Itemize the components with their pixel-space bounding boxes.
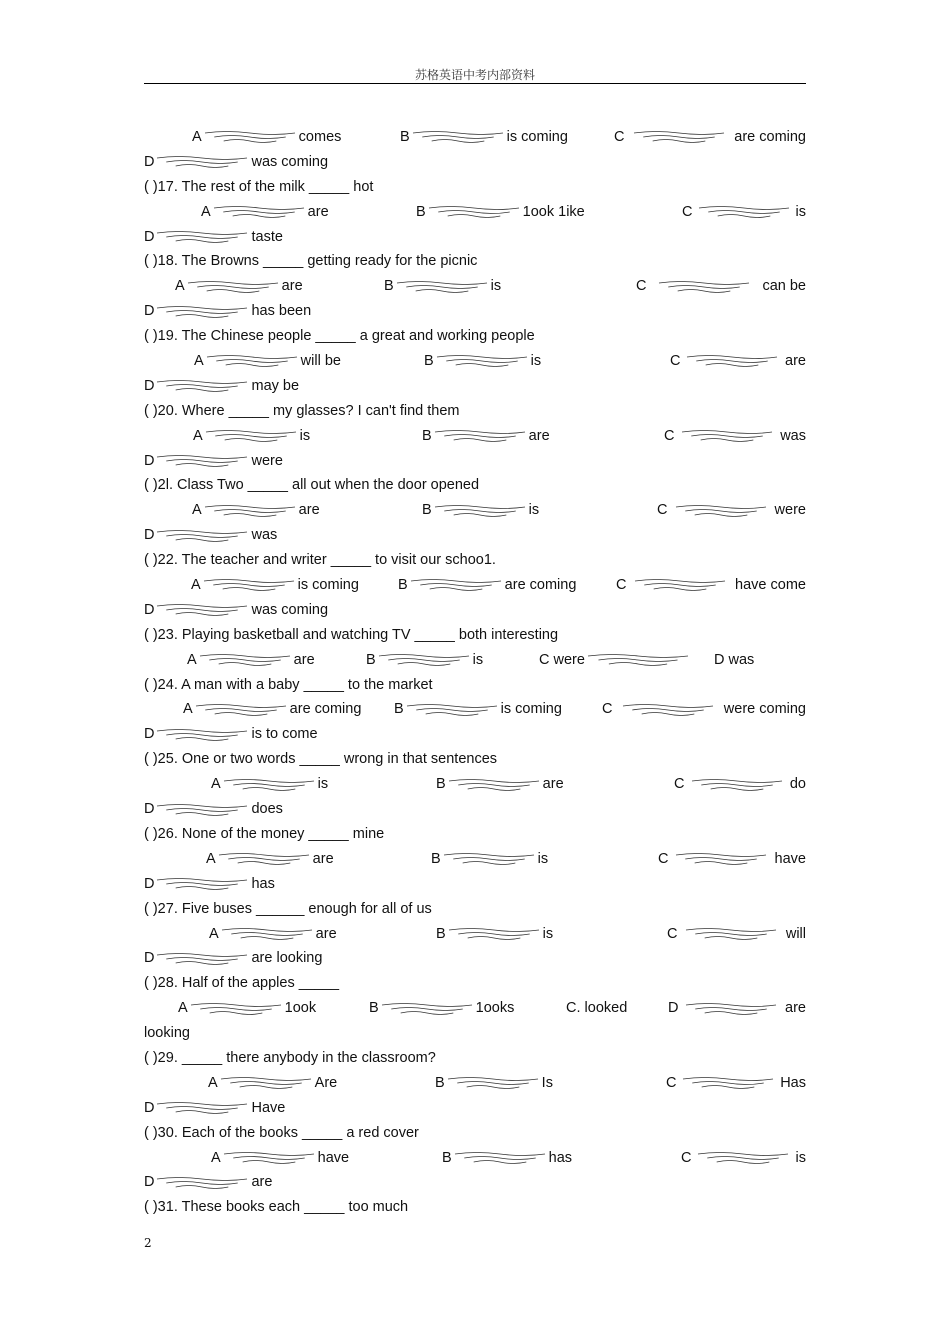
option-line — [144, 1170, 806, 1195]
option-letter: B — [394, 701, 404, 718]
answer-option — [144, 598, 328, 623]
wavy-mark — [155, 1101, 249, 1115]
option-letter: D — [144, 726, 155, 743]
option-line — [144, 225, 806, 250]
question-line — [144, 473, 806, 498]
option-line — [144, 424, 806, 449]
wavy-mark — [447, 927, 541, 941]
option-text: are — [542, 776, 564, 793]
option-letter: D was — [714, 651, 755, 668]
option-letter: D — [144, 950, 155, 967]
wavy-mark — [155, 1176, 249, 1190]
option-text: is — [299, 427, 311, 444]
wavy-mark — [204, 429, 298, 443]
answer-option — [566, 996, 627, 1021]
option-letter: C — [666, 1074, 677, 1091]
question-text: ( )31. These books each _____ too much — [144, 1199, 409, 1216]
page-number: 2 — [144, 1236, 152, 1250]
option-letter: C — [602, 701, 613, 718]
answer-option — [431, 847, 548, 872]
answer-option — [209, 922, 337, 947]
option-text: is coming — [500, 701, 562, 718]
option-line — [144, 872, 806, 897]
option-letter: D — [144, 303, 155, 320]
question-text: ( )22. The teacher and writer _____ to visit our schoo1. — [144, 552, 496, 569]
option-text: has — [548, 1149, 573, 1166]
option-letter: D — [144, 601, 155, 618]
wavy-mark — [203, 504, 297, 518]
option-letter: C — [657, 502, 668, 519]
question-text: ( )25. One or two words _____ wrong in that sentences — [144, 751, 498, 768]
wavy-mark — [684, 927, 778, 941]
option-text: have — [317, 1149, 350, 1166]
question-text: ( )27. Five buses ______ enough for all of us — [144, 900, 432, 917]
wavy-mark — [222, 1151, 316, 1165]
option-line — [144, 150, 806, 175]
answer-option — [664, 424, 806, 449]
option-text: has been — [251, 303, 312, 320]
wavy-mark — [674, 504, 768, 518]
answer-option — [366, 648, 483, 673]
option-text: are — [298, 502, 320, 519]
wavy-mark — [684, 1002, 778, 1016]
answer-option — [144, 150, 328, 175]
answer-option — [191, 573, 359, 598]
answer-option — [398, 573, 576, 598]
option-text: may be — [251, 377, 300, 394]
option-text: is — [530, 353, 542, 370]
option-line — [144, 1071, 806, 1096]
option-letter: C — [614, 129, 625, 145]
wavy-mark — [155, 877, 249, 891]
option-letter: C were — [539, 651, 585, 668]
option-line — [144, 274, 806, 299]
wavy-mark — [433, 504, 527, 518]
answer-option — [369, 996, 514, 1021]
question-text: ( )29. _____ there anybody in the classroom? — [144, 1049, 436, 1066]
option-letter: D — [144, 228, 155, 245]
answer-option — [435, 1071, 553, 1096]
wavy-mark — [621, 703, 715, 717]
option-line — [144, 722, 806, 747]
question-text: ( )17. The rest of the milk _____ hot — [144, 178, 374, 195]
answer-option — [422, 424, 550, 449]
option-line — [144, 374, 806, 399]
option-text: is coming — [297, 577, 359, 594]
option-text: comes — [298, 129, 342, 145]
option-text: are — [281, 278, 303, 295]
option-letter: C — [664, 427, 675, 444]
question-text: ( )30. Each of the books _____ a red cover — [144, 1124, 419, 1141]
option-text: are — [307, 203, 329, 220]
option-line — [144, 299, 806, 324]
option-text: are — [785, 353, 806, 370]
wavy-mark — [427, 205, 521, 219]
option-text: are — [315, 925, 337, 942]
answer-option — [416, 200, 585, 225]
wavy-mark — [198, 653, 292, 667]
question-text: ( )24. A man with a baby _____ to the market — [144, 676, 433, 693]
option-text: were coming — [723, 701, 806, 718]
option-text: do — [789, 776, 806, 793]
wavy-mark — [194, 703, 288, 717]
option-text: was coming — [251, 153, 329, 170]
wavy-mark — [155, 603, 249, 617]
question-text: ( )23. Playing basketball and watching TV _____ both interesting — [144, 626, 559, 643]
option-line — [144, 847, 806, 872]
option-text: 1ooks — [475, 1000, 515, 1017]
question-text: ( )28. Half of the apples _____ — [144, 975, 340, 992]
option-text: Is — [541, 1074, 553, 1091]
option-line — [144, 648, 806, 673]
answer-option — [666, 1071, 806, 1096]
option-text: is coming — [506, 129, 568, 145]
option-text: are coming — [289, 701, 362, 718]
option-text: has — [251, 875, 275, 892]
option-letter: A — [211, 1149, 221, 1166]
answer-option — [144, 299, 311, 324]
option-letter: A — [206, 850, 216, 867]
option-line — [144, 449, 806, 474]
wavy-mark — [446, 1076, 540, 1090]
answer-option — [192, 125, 341, 150]
answer-option — [636, 274, 806, 299]
option-text: are — [251, 1174, 273, 1191]
wavy-mark — [380, 1002, 474, 1016]
option-text: was — [251, 527, 278, 544]
question-text: ( )20. Where _____ my glasses? I can't find them — [144, 402, 460, 419]
answer-option — [539, 648, 682, 673]
option-line — [144, 797, 806, 822]
option-letter: C — [667, 925, 678, 942]
answer-option — [670, 349, 806, 374]
wavy-mark — [155, 728, 249, 742]
answer-option — [394, 697, 562, 722]
option-text: is — [472, 651, 484, 668]
question-line — [144, 897, 806, 922]
option-line — [144, 1096, 806, 1121]
option-text: is — [795, 203, 806, 220]
option-line — [144, 697, 806, 722]
option-letter: B — [369, 1000, 379, 1017]
wavy-mark — [205, 354, 299, 368]
option-text: are coming — [734, 129, 806, 145]
answer-option — [178, 996, 316, 1021]
option-letter: A — [201, 203, 211, 220]
answer-option — [194, 349, 341, 374]
option-letter: A — [209, 925, 219, 942]
answer-option — [384, 274, 501, 299]
option-text: can be — [762, 278, 806, 295]
wavy-mark — [202, 578, 296, 592]
answer-option — [424, 349, 541, 374]
wavy-mark — [155, 454, 249, 468]
option-letter: A — [193, 427, 203, 444]
question-line — [144, 1195, 806, 1220]
answer-option — [144, 225, 283, 250]
option-text: is — [537, 850, 549, 867]
wavy-mark — [586, 653, 680, 667]
question-line — [144, 1046, 806, 1071]
wavy-mark — [632, 130, 726, 144]
wavy-mark — [189, 1002, 283, 1016]
answer-option — [211, 772, 328, 797]
question-text: ( )18. The Browns _____ getting ready for the picnic — [144, 253, 478, 270]
answer-option — [144, 523, 277, 548]
option-text: are looking — [251, 950, 323, 967]
answer-option — [657, 498, 806, 523]
option-line — [144, 772, 806, 797]
question-line — [144, 324, 806, 349]
question-line — [144, 249, 806, 274]
option-text: is — [542, 925, 554, 942]
option-letter: B — [422, 427, 432, 444]
option-text: have — [774, 850, 806, 867]
answer-option — [658, 847, 806, 872]
option-letter: D — [144, 377, 155, 394]
option-text: Have — [251, 1099, 286, 1116]
option-letter: D — [144, 153, 155, 170]
option-letter: B — [436, 776, 446, 793]
answer-option — [681, 1146, 806, 1171]
option-line — [144, 523, 806, 548]
answer-option — [144, 449, 283, 474]
wavy-mark — [405, 703, 499, 717]
answer-option — [400, 125, 568, 150]
option-letter: C — [681, 1149, 692, 1166]
option-letter: B — [366, 651, 376, 668]
option-letter: C — [670, 353, 681, 370]
answer-option — [436, 922, 553, 947]
option-letter: C. looked — [566, 1000, 628, 1017]
option-letter: A — [194, 353, 204, 370]
question-line — [144, 623, 806, 648]
question-text: ( )2l. Class Two _____ all out when the door opened — [144, 477, 480, 494]
question-line — [144, 1121, 806, 1146]
option-text: are — [293, 651, 315, 668]
question-line — [144, 822, 806, 847]
answer-option — [144, 797, 283, 822]
option-text: are — [785, 1000, 806, 1017]
option-letter: C — [674, 776, 685, 793]
option-line — [144, 573, 806, 598]
answer-option — [668, 996, 806, 1021]
option-letter: C — [682, 203, 693, 220]
wavy-mark — [155, 529, 249, 543]
wavy-mark — [680, 429, 774, 443]
wavy-mark — [155, 379, 249, 393]
wavy-mark — [633, 578, 727, 592]
question-list — [144, 125, 806, 1220]
option-text: will — [785, 925, 806, 942]
wavy-mark — [433, 429, 527, 443]
option-letter: B — [435, 1074, 445, 1091]
option-text: was — [780, 427, 806, 444]
answer-option — [193, 424, 310, 449]
wavy-mark — [674, 852, 768, 866]
question-line — [144, 971, 806, 996]
option-text: is — [317, 776, 329, 793]
answer-option — [175, 274, 303, 299]
option-line — [144, 125, 806, 150]
option-letter: A — [192, 129, 202, 145]
wavy-mark — [447, 778, 541, 792]
wavy-mark — [697, 205, 791, 219]
answer-option — [183, 697, 361, 722]
answer-option — [602, 697, 806, 722]
option-text: is — [528, 502, 540, 519]
wavy-mark — [409, 578, 503, 592]
question-line — [144, 175, 806, 200]
wavy-mark — [155, 803, 249, 817]
option-letter: B — [384, 278, 394, 295]
answer-option — [682, 200, 806, 225]
answer-option — [201, 200, 329, 225]
wavy-mark — [435, 354, 529, 368]
option-line — [144, 1021, 806, 1046]
option-text: have come — [735, 577, 806, 594]
option-line — [144, 946, 806, 971]
answer-option — [187, 648, 315, 673]
wavy-mark — [453, 1151, 547, 1165]
option-letter: B — [431, 850, 441, 867]
wavy-mark — [155, 155, 249, 169]
answer-option — [211, 1146, 349, 1171]
option-line — [144, 922, 806, 947]
question-line — [144, 747, 806, 772]
wavy-mark — [685, 354, 779, 368]
page-header: 苏格英语中考内部资料 — [414, 68, 535, 82]
option-text: are coming — [504, 577, 577, 594]
option-text: are — [312, 850, 334, 867]
option-text: is — [490, 278, 502, 295]
answer-option — [144, 374, 299, 399]
option-letter: B — [442, 1149, 452, 1166]
option-text: were — [774, 502, 806, 519]
option-text: does — [251, 801, 283, 818]
continuation-text: looking — [144, 1025, 190, 1042]
option-letter: C — [616, 577, 627, 594]
option-letter: D — [144, 452, 155, 469]
wavy-mark — [155, 305, 249, 319]
option-text: Has — [780, 1074, 806, 1091]
wavy-mark — [155, 230, 249, 244]
answer-option — [144, 1170, 272, 1195]
answer-option — [616, 573, 806, 598]
option-letter: A — [208, 1074, 218, 1091]
option-letter: D — [144, 875, 155, 892]
option-line — [144, 349, 806, 374]
answer-option — [144, 872, 275, 897]
answer-option — [144, 946, 322, 971]
answer-option — [667, 922, 806, 947]
option-letter: D — [144, 1099, 155, 1116]
option-text: was coming — [251, 601, 329, 618]
wavy-mark — [217, 852, 311, 866]
option-letter: A — [187, 651, 197, 668]
question-line — [144, 673, 806, 698]
option-text: taste — [251, 228, 283, 245]
wavy-mark — [186, 280, 280, 294]
wavy-mark — [220, 927, 314, 941]
wavy-mark — [696, 1151, 790, 1165]
option-line — [144, 1146, 806, 1171]
option-letter: A — [178, 1000, 188, 1017]
option-letter: B — [398, 577, 408, 594]
answer-option — [442, 1146, 572, 1171]
wavy-mark — [657, 280, 751, 294]
answer-option — [208, 1071, 337, 1096]
option-letter: D — [144, 801, 155, 818]
answer-option — [674, 772, 806, 797]
wavy-mark — [222, 778, 316, 792]
option-line — [144, 598, 806, 623]
option-letter: B — [424, 353, 434, 370]
option-line — [144, 200, 806, 225]
wavy-mark — [411, 130, 505, 144]
option-text: 1ook 1ike — [522, 203, 585, 220]
wavy-mark — [681, 1076, 775, 1090]
answer-option — [206, 847, 334, 872]
option-letter: A — [175, 278, 185, 295]
wavy-mark — [395, 280, 489, 294]
wavy-mark — [212, 205, 306, 219]
option-letter: B — [416, 203, 426, 220]
wavy-mark — [155, 952, 249, 966]
header-rule — [144, 83, 806, 84]
answer-option — [422, 498, 539, 523]
answer-option — [144, 1096, 285, 1121]
wavy-mark — [442, 852, 536, 866]
question-text: ( )26. None of the money _____ mine — [144, 825, 385, 842]
option-line — [144, 996, 806, 1021]
option-letter: C — [636, 278, 647, 295]
wavy-mark — [203, 130, 297, 144]
option-letter: B — [436, 925, 446, 942]
option-text: is to come — [251, 726, 318, 743]
option-letter: B — [400, 129, 410, 145]
question-line — [144, 399, 806, 424]
wavy-mark — [219, 1076, 313, 1090]
option-letter: B — [422, 502, 432, 519]
option-text: were — [251, 452, 283, 469]
answer-option — [144, 722, 318, 747]
option-text: are — [528, 427, 550, 444]
option-letter: A — [191, 577, 201, 594]
answer-option — [436, 772, 564, 797]
option-letter: C — [658, 850, 669, 867]
option-letter: A — [192, 502, 202, 519]
option-line — [144, 498, 806, 523]
option-text: will be — [300, 353, 341, 370]
answer-option — [714, 648, 754, 673]
option-letter: D — [668, 1000, 679, 1017]
option-letter: D — [144, 527, 155, 544]
question-line — [144, 548, 806, 573]
answer-option — [192, 498, 320, 523]
option-letter: A — [183, 701, 193, 718]
option-letter: D — [144, 1174, 155, 1191]
option-text: Are — [314, 1074, 338, 1091]
option-text: 1ook — [284, 1000, 317, 1017]
wavy-mark — [690, 778, 784, 792]
option-text: is — [795, 1149, 806, 1166]
question-text: ( )19. The Chinese people _____ a great and working people — [144, 328, 535, 345]
answer-option — [614, 125, 806, 150]
option-letter: A — [211, 776, 221, 793]
wavy-mark — [377, 653, 471, 667]
